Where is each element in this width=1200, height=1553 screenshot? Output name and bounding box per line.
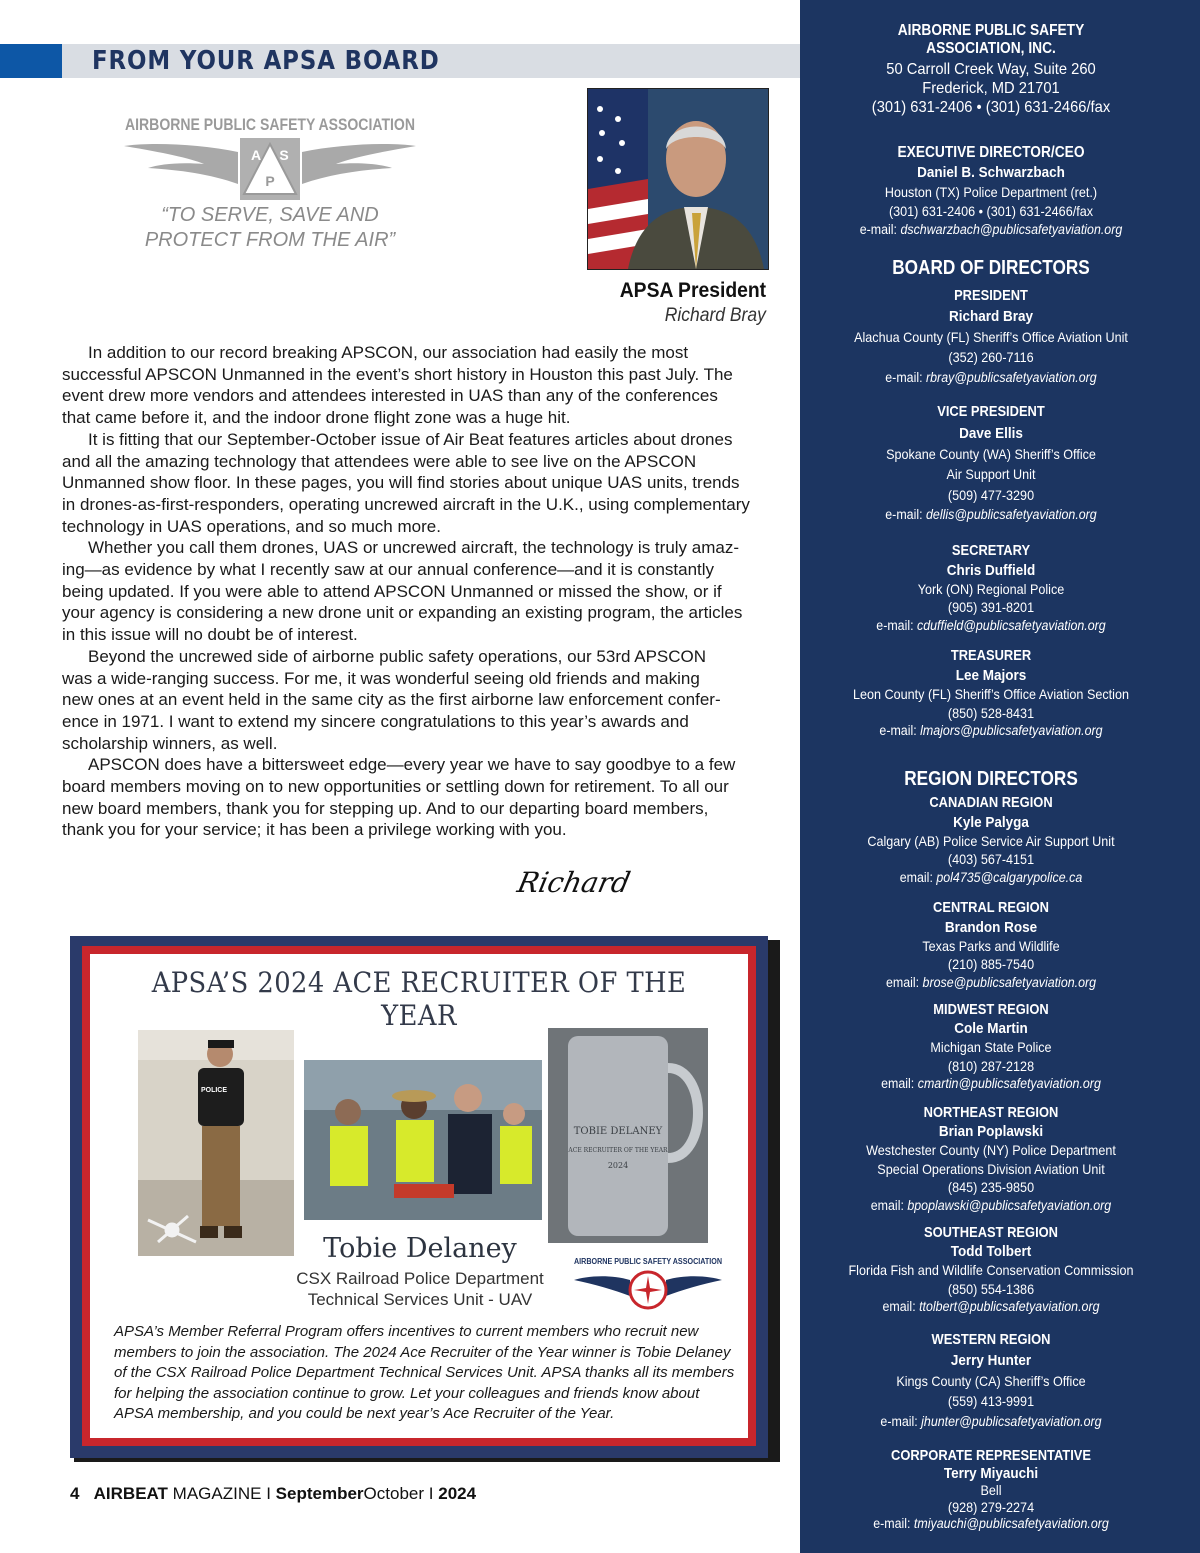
central-name: Brandon Rose <box>944 919 1038 936</box>
exec-email-label: e-mail: <box>859 222 898 237</box>
badge-letter-p: P <box>265 173 275 189</box>
winner-org-line-1: CSX Railroad Police Department <box>296 1269 544 1288</box>
northeast-line-1: Westchester County (NY) Police Department <box>866 1142 1116 1158</box>
exec-phone: (301) 631-2406 • (301) 631-2466/fax <box>888 203 1094 219</box>
president-email-label: e-mail: <box>885 370 923 385</box>
section-header-accent <box>0 44 62 78</box>
letter-paragraph <box>62 342 797 429</box>
winner-org-line-2: Technical Services Unit - UAV <box>307 1290 533 1309</box>
corporate-email[interactable]: tmiyauchi@publicsafetyaviation.org <box>913 1516 1109 1531</box>
vp-email[interactable]: dellis@publicsafetyaviation.org <box>926 507 1097 522</box>
vp-email-label: e-mail: <box>885 507 923 522</box>
treasurer-email[interactable]: lmajors@publicsafetyaviation.org <box>920 723 1103 738</box>
mug-engraving-name: TOBIE DELANEY <box>573 1126 663 1137</box>
northeast-role: NORTHEAST REGION <box>923 1104 1059 1121</box>
red-drone-icon <box>394 1184 454 1198</box>
footer-magazine: MAGAZINE <box>172 1484 262 1503</box>
president-phone: (352) 260-7116 <box>948 349 1034 365</box>
southeast-email-label: email: <box>882 1299 916 1314</box>
page-footer <box>70 1484 476 1504</box>
secretary-line-1: York (ON) Regional Police <box>917 581 1065 597</box>
central-phone: (210) 885-7540 <box>947 956 1035 972</box>
corporate-line-1: Bell <box>980 1482 1002 1498</box>
letter-line: event drew more vendors and attendees interested in UAS than any of the conferences <box>62 386 718 406</box>
corporate-email-row <box>815 1516 1166 1531</box>
midwest-email-label: email: <box>881 1076 915 1091</box>
southeast-email[interactable]: ttolbert@publicsafetyaviation.org <box>919 1299 1100 1314</box>
exec-line-1: Houston (TX) Police Department (ret.) <box>884 184 1098 200</box>
footer-month-bold: September <box>275 1484 364 1503</box>
southeast-phone: (850) 554-1386 <box>947 1281 1035 1297</box>
president-sidebar-name: Richard Bray <box>948 308 1034 325</box>
vp-line-2: Air Support Unit <box>946 466 1036 482</box>
canadian-name: Kyle Palyga <box>953 814 1029 831</box>
exec-email[interactable]: dschwarzbach@publicsafetyaviation.org <box>900 222 1123 237</box>
footer-year: 2024 <box>438 1484 477 1503</box>
apsa-logo-text: AIRBORNE PUBLIC SAFETY ASSOCIATION <box>125 115 415 134</box>
northeast-phone: (845) 235-9850 <box>947 1179 1035 1195</box>
org-address-2: Frederick, MD 21701 <box>922 80 1060 97</box>
footer-magazine-bold: AIRBEAT <box>93 1484 168 1503</box>
badge-left-wing-icon <box>574 1276 630 1296</box>
badge-letter-s: S <box>279 147 289 163</box>
president-role: PRESIDENT <box>954 287 1028 304</box>
caption-line: for helping the association continue to grow. Let your colleagues and friends know about <box>114 1384 700 1402</box>
apsa-badge-text: AIRBORNE PUBLIC SAFETY ASSOCIATION <box>574 1257 723 1266</box>
org-name-line-1: AIRBORNE PUBLIC SAFETY <box>897 22 1085 39</box>
vp-role: VICE PRESIDENT <box>937 403 1045 420</box>
vp-line-1: Spokane County (WA) Sheriff’s Office <box>886 446 1096 462</box>
central-role: CENTRAL REGION <box>933 899 1049 916</box>
letter-body <box>62 342 797 841</box>
southeast-name: Todd Tolbert <box>950 1243 1032 1260</box>
vp-name: Dave Ellis <box>959 425 1023 442</box>
central-line-1: Texas Parks and Wildlife <box>922 938 1060 954</box>
board-heading: BOARD OF DIRECTORS <box>892 257 1090 279</box>
treasurer-name: Lee Majors <box>955 667 1027 684</box>
letter-line: and all the amazing technology that attendees were able to see live on the APSCON <box>62 451 697 471</box>
vp-phone: (509) 477-3290 <box>947 487 1035 503</box>
canadian-role: CANADIAN REGION <box>929 794 1053 811</box>
central-email[interactable]: brose@publicsafetyaviation.org <box>922 975 1097 990</box>
letter-paragraph <box>62 754 797 841</box>
president-email-row <box>815 370 1166 385</box>
badge-right-wing-icon <box>666 1276 722 1296</box>
motto-line-1: “TO SERVE, SAVE AND <box>161 204 379 226</box>
treasurer-email-label: e-mail: <box>879 723 917 738</box>
secretary-email-label: e-mail: <box>876 618 914 633</box>
midwest-email-row <box>815 1076 1166 1091</box>
southeast-line-1: Florida Fish and Wildlife Conservation Commission <box>848 1262 1134 1278</box>
caption-line: members to join the association. The 2024 Ace Recruiter of the Year winner is Tobie Delaney <box>114 1343 731 1361</box>
mug-engraving-year: 2024 <box>607 1161 629 1170</box>
midwest-role: MIDWEST REGION <box>933 1001 1049 1018</box>
footer-separator-2: I <box>428 1484 434 1503</box>
western-email-label: e-mail: <box>880 1414 918 1429</box>
org-address-1: 50 Carroll Creek Way, Suite 260 <box>886 61 1096 78</box>
sidebar <box>800 0 1200 1553</box>
letter-line: ing—as evidence by what I recently saw at our annual conference—and it is constantly <box>62 560 715 580</box>
letter-line: In addition to our record breaking APSCON, our association had easily the most <box>88 343 689 362</box>
western-email[interactable]: jhunter@publicsafetyaviation.org <box>921 1414 1102 1429</box>
corporate-phone: (928) 279-2274 <box>947 1499 1035 1515</box>
northeast-email-row <box>815 1198 1166 1213</box>
officer-photo <box>138 1030 294 1256</box>
officer-pants <box>202 1126 240 1226</box>
midwest-line-1: Michigan State Police <box>930 1039 1052 1055</box>
northeast-line-2: Special Operations Division Aviation Unit <box>877 1161 1105 1177</box>
northeast-name: Brian Poplawski <box>938 1123 1044 1140</box>
president-title: APSA President <box>619 279 766 302</box>
police-vest <box>198 1068 244 1126</box>
secretary-role: SECRETARY <box>951 542 1031 559</box>
footer-month: October <box>363 1484 425 1503</box>
northeast-email-label: email: <box>870 1198 904 1213</box>
midwest-name: Cole Martin <box>954 1020 1028 1037</box>
southeast-role: SOUTHEAST REGION <box>923 1224 1059 1241</box>
letter-line: thank you for your service; it has been a privilege working with you. <box>62 820 567 840</box>
caption-line: of the CSX Railroad Police Department Technical Services Unit. APSA thanks all its members <box>114 1364 735 1381</box>
letter-line: technology in UAS operations, and so much more. <box>62 516 441 536</box>
letter-line: being updated. If you were able to attend APSCON Unmanned or missed the show, or if <box>62 581 722 601</box>
central-email-row <box>815 975 1166 990</box>
corporate-email-label: e-mail: <box>873 1516 911 1531</box>
caption-line: APSA membership, and you could be next year’s Ace Recruiter of the Year. <box>114 1405 615 1422</box>
canadian-line-1: Calgary (AB) Police Service Air Support Unit <box>867 833 1115 849</box>
letter-line: was a wide-ranging success. For me, it was wonderful seeing old friends and making <box>62 668 700 688</box>
canadian-email[interactable]: pol4735@calgarypolice.ca <box>936 870 1083 885</box>
section-title: FROM YOUR APSA BOARD <box>92 46 440 76</box>
award-caption <box>114 1322 744 1425</box>
award-card-title: APSA’S 2024 ACE RECRUITER OF THE YEAR <box>151 966 687 1032</box>
group-photo <box>304 1060 542 1220</box>
apsa-badge-logo <box>570 1252 726 1314</box>
president-name: Richard Bray <box>664 305 766 326</box>
letter-line: APSCON does have a bittersweet edge—every year we have to say goodbye to a few <box>88 755 736 775</box>
vp-email-row <box>815 507 1166 522</box>
western-phone: (559) 413-9991 <box>947 1393 1035 1409</box>
letter-line: Beyond the uncrewed side of airborne public safety operations, our 53rd APSCON <box>88 646 707 666</box>
letter-paragraph <box>62 646 797 755</box>
secretary-name: Chris Duffield <box>946 562 1036 579</box>
midwest-phone: (810) 287-2128 <box>947 1058 1035 1074</box>
letter-paragraph <box>62 537 797 646</box>
secretary-email-row <box>815 618 1166 633</box>
letter-line: board members moving on to new opportunities or settling down for retirement. To all our <box>62 777 729 797</box>
letter-line: successful APSCON Unmanned in the event’s short history in Houston this past July. The <box>62 364 733 384</box>
letter-line: scholarship winners, as well. <box>62 733 278 753</box>
vest-label: POLICE <box>200 1087 228 1094</box>
org-phone: (301) 631-2406 • (301) 631-2466/fax <box>871 99 1111 116</box>
western-line-1: Kings County (CA) Sheriff’s Office <box>896 1373 1086 1389</box>
secretary-phone: (905) 391-8201 <box>947 599 1035 615</box>
letter-line: in drones-as-first-responders, operating uncrewed aircraft in the U.K., using complementary <box>62 494 750 514</box>
midwest-email[interactable]: cmartin@publicsafetyaviation.org <box>917 1076 1101 1091</box>
letter-line: new ones at an event held in the same city as the first airborne law enforcement confer- <box>62 690 721 710</box>
treasurer-email-row <box>815 723 1166 738</box>
western-email-row <box>815 1414 1166 1429</box>
exec-email-row <box>815 222 1166 237</box>
letter-line: It is fitting that our September-October issue of Air Beat features articles about drones <box>88 429 733 449</box>
canadian-phone: (403) 567-4151 <box>947 851 1035 867</box>
central-email-label: email: <box>885 975 920 990</box>
mug-engraving-title: ACE RECRUITER OF THE YEAR <box>568 1147 668 1154</box>
letter-line: ence in 1971. I want to extend my sincere congratulations to this year’s awards and <box>62 711 689 731</box>
letter-line: Unmanned show floor. In these pages, you will find stories about unique UAS units, trends <box>62 473 740 493</box>
right-wing-icon <box>302 144 416 184</box>
caption-line: APSA’s Member Referral Program offers incentives to current members who recruit new <box>114 1323 699 1340</box>
treasurer-role: TREASURER <box>950 647 1032 664</box>
left-wing-icon <box>124 144 238 184</box>
letter-line: your agency is considering a new drone unit or expanding an existing program, the articles <box>62 603 743 623</box>
winner-name: Tobie Delaney <box>323 1233 517 1264</box>
president-email[interactable]: rbray@publicsafetyaviation.org <box>926 370 1097 385</box>
canadian-email-label: email: <box>899 870 933 885</box>
northeast-email[interactable]: bpoplawski@publicsafetyaviation.org <box>907 1198 1112 1213</box>
corporate-name: Terry Miyauchi <box>943 1465 1039 1482</box>
president-photo <box>587 88 769 270</box>
letter-line: that came before it, and the indoor drone flight zone was a huge hit. <box>62 408 571 428</box>
mug-photo <box>548 1028 708 1243</box>
treasurer-phone: (850) 528-8431 <box>947 705 1035 721</box>
corporate-role: CORPORATE REPRESENTATIVE <box>891 1447 1091 1464</box>
motto-line-2: PROTECT FROM THE AIR” <box>144 229 396 251</box>
exec-title: EXECUTIVE DIRECTOR/CEO <box>897 144 1085 161</box>
western-name: Jerry Hunter <box>950 1352 1032 1369</box>
signature: Richard <box>514 866 634 899</box>
letter-paragraph <box>62 429 797 538</box>
page-number: 4 <box>70 1484 80 1503</box>
region-heading: REGION DIRECTORS <box>904 768 1078 790</box>
secretary-email[interactable]: cduffield@publicsafetyaviation.org <box>917 618 1106 633</box>
canadian-email-row <box>815 870 1166 885</box>
footer-separator: I <box>266 1484 271 1503</box>
badge-letter-a: A <box>250 147 262 163</box>
letter-line: new board members, thank you for stepping up. And to our departing board members, <box>62 798 709 818</box>
letter-line: Whether you call them drones, UAS or uncrewed aircraft, the technology is truly amaz- <box>88 538 740 558</box>
southeast-email-row <box>815 1299 1166 1314</box>
exec-name: Daniel B. Schwarzbach <box>917 164 1065 181</box>
western-role: WESTERN REGION <box>931 1331 1051 1348</box>
org-name-line-2: ASSOCIATION, INC. <box>926 40 1056 57</box>
president-line-1: Alachua County (FL) Sheriff’s Office Aviation Unit <box>854 329 1128 345</box>
motto <box>120 203 420 253</box>
apsa-logo <box>120 112 420 204</box>
treasurer-line-1: Leon County (FL) Sheriff’s Office Aviation Section <box>853 686 1129 702</box>
letter-line: in this issue will no doubt be of interest. <box>62 625 358 645</box>
